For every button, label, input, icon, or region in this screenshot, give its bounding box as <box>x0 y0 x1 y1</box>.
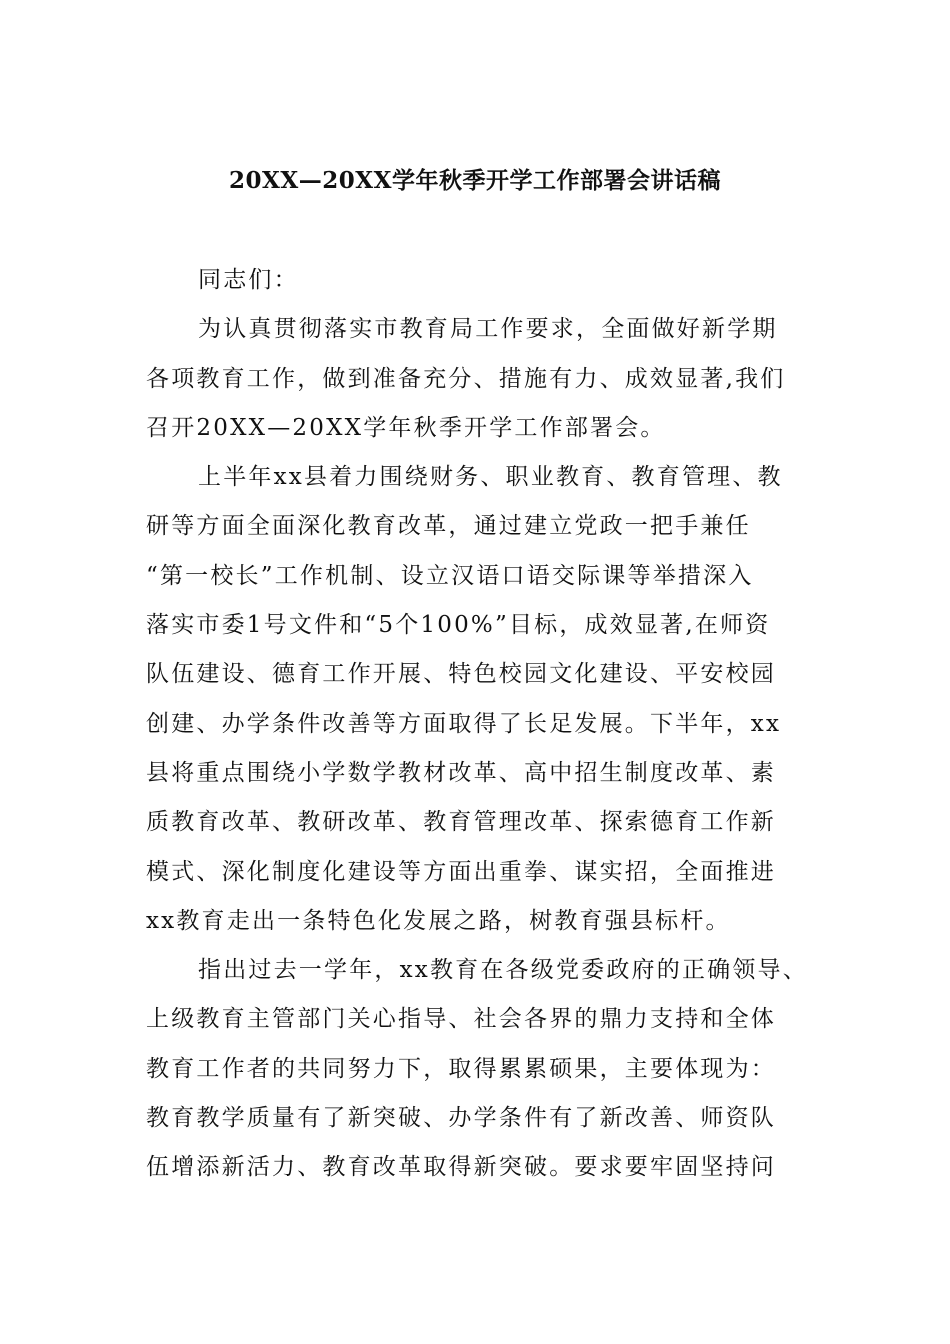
text-line: 上半年xx县着力围绕财务、职业教育、教育管理、教 <box>198 464 783 491</box>
text-line: 为认真贯彻落实市教育局工作要求，全面做好新学期 <box>198 316 778 343</box>
text-line: 伍增添新活力、教育改革取得新突破。要求要牢固坚持问 <box>146 1154 776 1181</box>
text-line: 质教育改革、教研改革、教育管理改革、探索德育工作新 <box>146 809 776 836</box>
text-line: 指出过去一学年，xx教育在各级党委政府的正确领导、 <box>198 957 808 984</box>
text-line: 上级教育主管部门关心指导、社会各界的鼎力支持和全体 <box>146 1006 776 1033</box>
text-line: 同志们： <box>198 267 299 293</box>
document-body <box>146 256 816 1193</box>
text-line: 落实市委1号文件和“5个100%”目标，成效显著,在师资 <box>146 612 771 639</box>
text-line: 队伍建设、德育工作开展、特色校园文化建设、平安校园 <box>146 661 776 688</box>
text-line: “第一校长”工作机制、设立汉语口语交际课等举措深入 <box>146 562 754 589</box>
text-line: 研等方面全面深化教育改革，通过建立党政一把手兼任 <box>146 513 751 540</box>
text-line: 县将重点围绕小学数学教材改革、高中招生制度改革、素 <box>146 759 776 786</box>
text-line: 创建、办学条件改善等方面取得了长足发展。下半年，xx <box>146 710 782 737</box>
text-line: 教育教学质量有了新突破、办学条件有了新改善、师资队 <box>146 1105 776 1132</box>
text-line: 各项教育工作，做到准备充分、措施有力、成效显著,我们 <box>146 365 786 392</box>
text-line: xx教育走出一条特色化发展之路，树教育强县标杆。 <box>146 907 731 934</box>
text-line: 教育工作者的共同努力下，取得累累硕果，主要体现为： <box>146 1055 776 1082</box>
text-line: 召开20XX—20XX学年秋季开学工作部署会。 <box>146 414 666 441</box>
document-title: 20XX—20XX学年秋季开学工作部署会讲话稿 <box>229 167 721 194</box>
text-line: 模式、深化制度化建设等方面出重拳、谋实招，全面推进 <box>146 858 776 885</box>
